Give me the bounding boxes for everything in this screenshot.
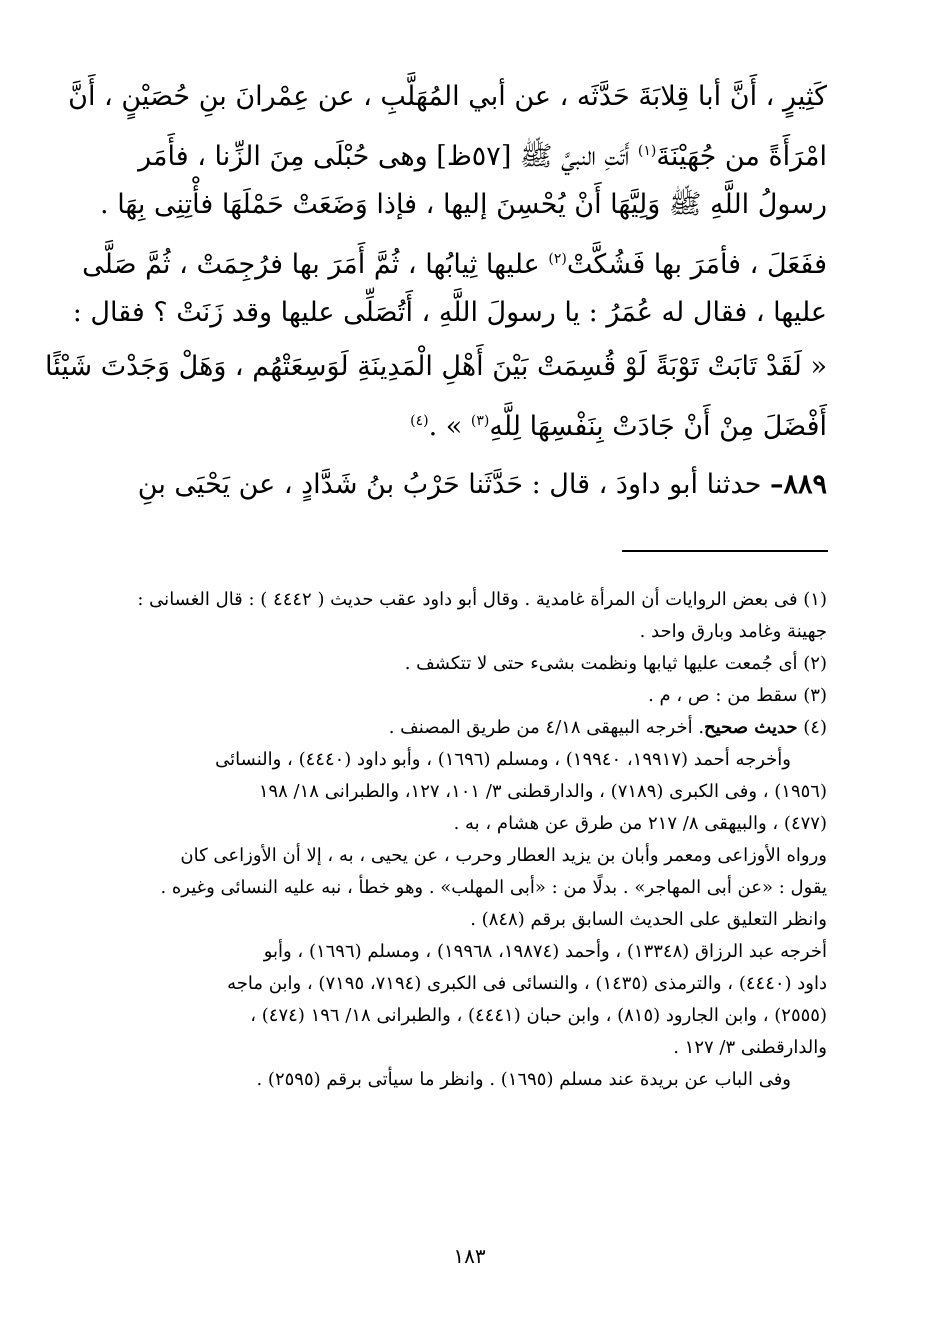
footnote-line: (٢٥٥٥) ، وابن الجارود (٨١٥) ، وابن حبان (٤٤٤١) ، والطبرانى ١٨/ ١٩٦ (٤٧٤) ، <box>250 1005 827 1026</box>
main-line <box>125 394 827 448</box>
footnote-line: (١٩٥٦) ، وفى الكبرى (٧١٨٩) ، والدارقطنى ٣/ ١٠١، ١٢٧، والطبرانى ١٨/ ١٩٨ <box>258 781 827 802</box>
footnote-marker: (٢) <box>548 251 567 267</box>
footnote-line <box>118 712 827 744</box>
footnote-line: (٢) أى جُمعت عليها ثيابها ونظمت بشىء حتى لا تتكشف . <box>404 653 827 674</box>
footnotes <box>118 584 827 1096</box>
main-line-part: عليها ثِيابُها ، ثُمَّ أَمَرَ بها فرُجِمَتْ ، ثُمَّ صَلَّى <box>82 249 540 280</box>
main-line-part: امْرَأَةً من جُهَيْنَةَ <box>656 141 827 172</box>
footnote-line: والدارقطنى ٣/ ١٢٧ . <box>673 1037 827 1058</box>
footnote-line: (٤٧٧) ، والبيهقى ٨/ ٢١٧ من طرق عن هشام ، به . <box>453 813 827 834</box>
footnote-line: (٣) سقط من : ص ، م . <box>648 685 827 706</box>
footnote-line: جهينة وغامد وبارق واحد . <box>639 621 827 642</box>
footnote-marker: (١) <box>637 143 657 159</box>
main-line: عليها ، فقال له عُمَرُ : يا رسولَ اللَّهِ ، أَتُصَلِّى عليها وقد زَنَتْ ؟ فقال : <box>72 297 827 328</box>
footnote-line: وفى الباب عن بريدة عند مسلم (١٦٩٥) . وانظر ما سيأتى برقم (٢٥٩٥) . <box>256 1069 791 1090</box>
main-line-part: » . <box>428 411 463 442</box>
main-line: رسولُ اللَّهِ ﷺ وَلِيَّهَا أَنْ يُحْسِنَ إليها ، فإذا وَضَعَتْ حَمْلَهَا فأْتِنِى بِهَا . <box>100 189 827 220</box>
main-text <box>45 70 827 512</box>
footnote-line: داود (٤٤٤٠) ، والترمذى (١٤٣٥) ، والنسائى فى الكبرى (٧١٩٤، ٧١٩٥) ، وابن ماجه <box>227 973 827 994</box>
main-line: « لَقَدْ تَابَتْ تَوْبَةً لَوْ قُسِمَتْ بَيْنَ أَهْلِ الْمَدِينَةِ لَوَسِعَتْهُم ، وَهَلْ وَجَدْتَ شَيْئًا <box>45 351 827 382</box>
footnote-divider <box>622 550 828 552</box>
grading-label: حديث صحيح <box>704 717 798 738</box>
footnote-number: (٤) <box>803 717 827 738</box>
footnote-line: يقول : «عن أبى المهاجر» . بدلًا من : «أبى المهلب» . وهو خطأ ، نبه عليه النسائى وغيره . <box>160 877 827 898</box>
hadith-heading <box>125 458 827 512</box>
main-line <box>82 232 827 286</box>
footnote-line: أخرجه عبد الرزاق (١٣٣٤٨) ، وأحمد (١٩٨٧٤، ١٩٩٦٨) ، ومسلم (١٦٩٦) ، وأبو <box>263 941 827 962</box>
main-line: كَثِيرٍ ، أَنَّ أبا قِلابَةَ حَدَّثَه ، عن أبي المُهَلَّبِ ، عن عِمْرانَ بنِ حُصَيْنٍ ، أَنَّ <box>68 81 827 112</box>
footnote-marker: (٤) <box>410 413 429 429</box>
footnote-line-part: . أخرجه البيهقى ٤/١٨ من طريق المصنف . <box>388 717 705 738</box>
main-line-part: أَفْضَلَ مِنْ أَنْ جَادَتْ بِنَفْسِهَا لِلَّهِ <box>489 411 827 442</box>
main-line <box>125 124 827 178</box>
footnote-line: (١) فى بعض الروايات أن المرأة غامدية . وقال أبو داود عقب حديث ( ٤٤٤٢ ) : قال الغسانى : <box>137 589 827 610</box>
footnote-marker: (٣) <box>470 413 490 429</box>
main-line-part: ففَعَلَ ، فأمَرَ بها فَشُكَّتْ <box>566 249 827 280</box>
hadith-text: حدثنا أبو داودَ ، قال : حَدَّثَنا حَرْبُ بنُ شَدَّادٍ ، عن يَحْيَى بنِ <box>137 469 762 500</box>
main-line-part: أَتَتِ النبيَّ ﷺ [٥٧ظ] وهى حُبْلَى مِنَ الزِّنا ، فأَمَر <box>138 141 630 172</box>
page-number: ١٨٣ <box>453 1244 486 1268</box>
footnote-line: وأخرجه أحمد (١٩٩١٧، ١٩٩٤٠) ، ومسلم (١٦٩٦) ، وأبو داود (٤٤٤٠) ، والنسائى <box>215 749 791 770</box>
hadith-number: ٨٨٩– <box>769 469 827 500</box>
footnote-line: وانظر التعليق على الحديث السابق برقم (٨٤٨) . <box>470 909 827 930</box>
footnote-line: ورواه الأوزاعى ومعمر وأبان بن يزيد العطار وحرب ، عن يحيى ، به ، إلا أن الأوزاعى كان <box>180 845 827 866</box>
